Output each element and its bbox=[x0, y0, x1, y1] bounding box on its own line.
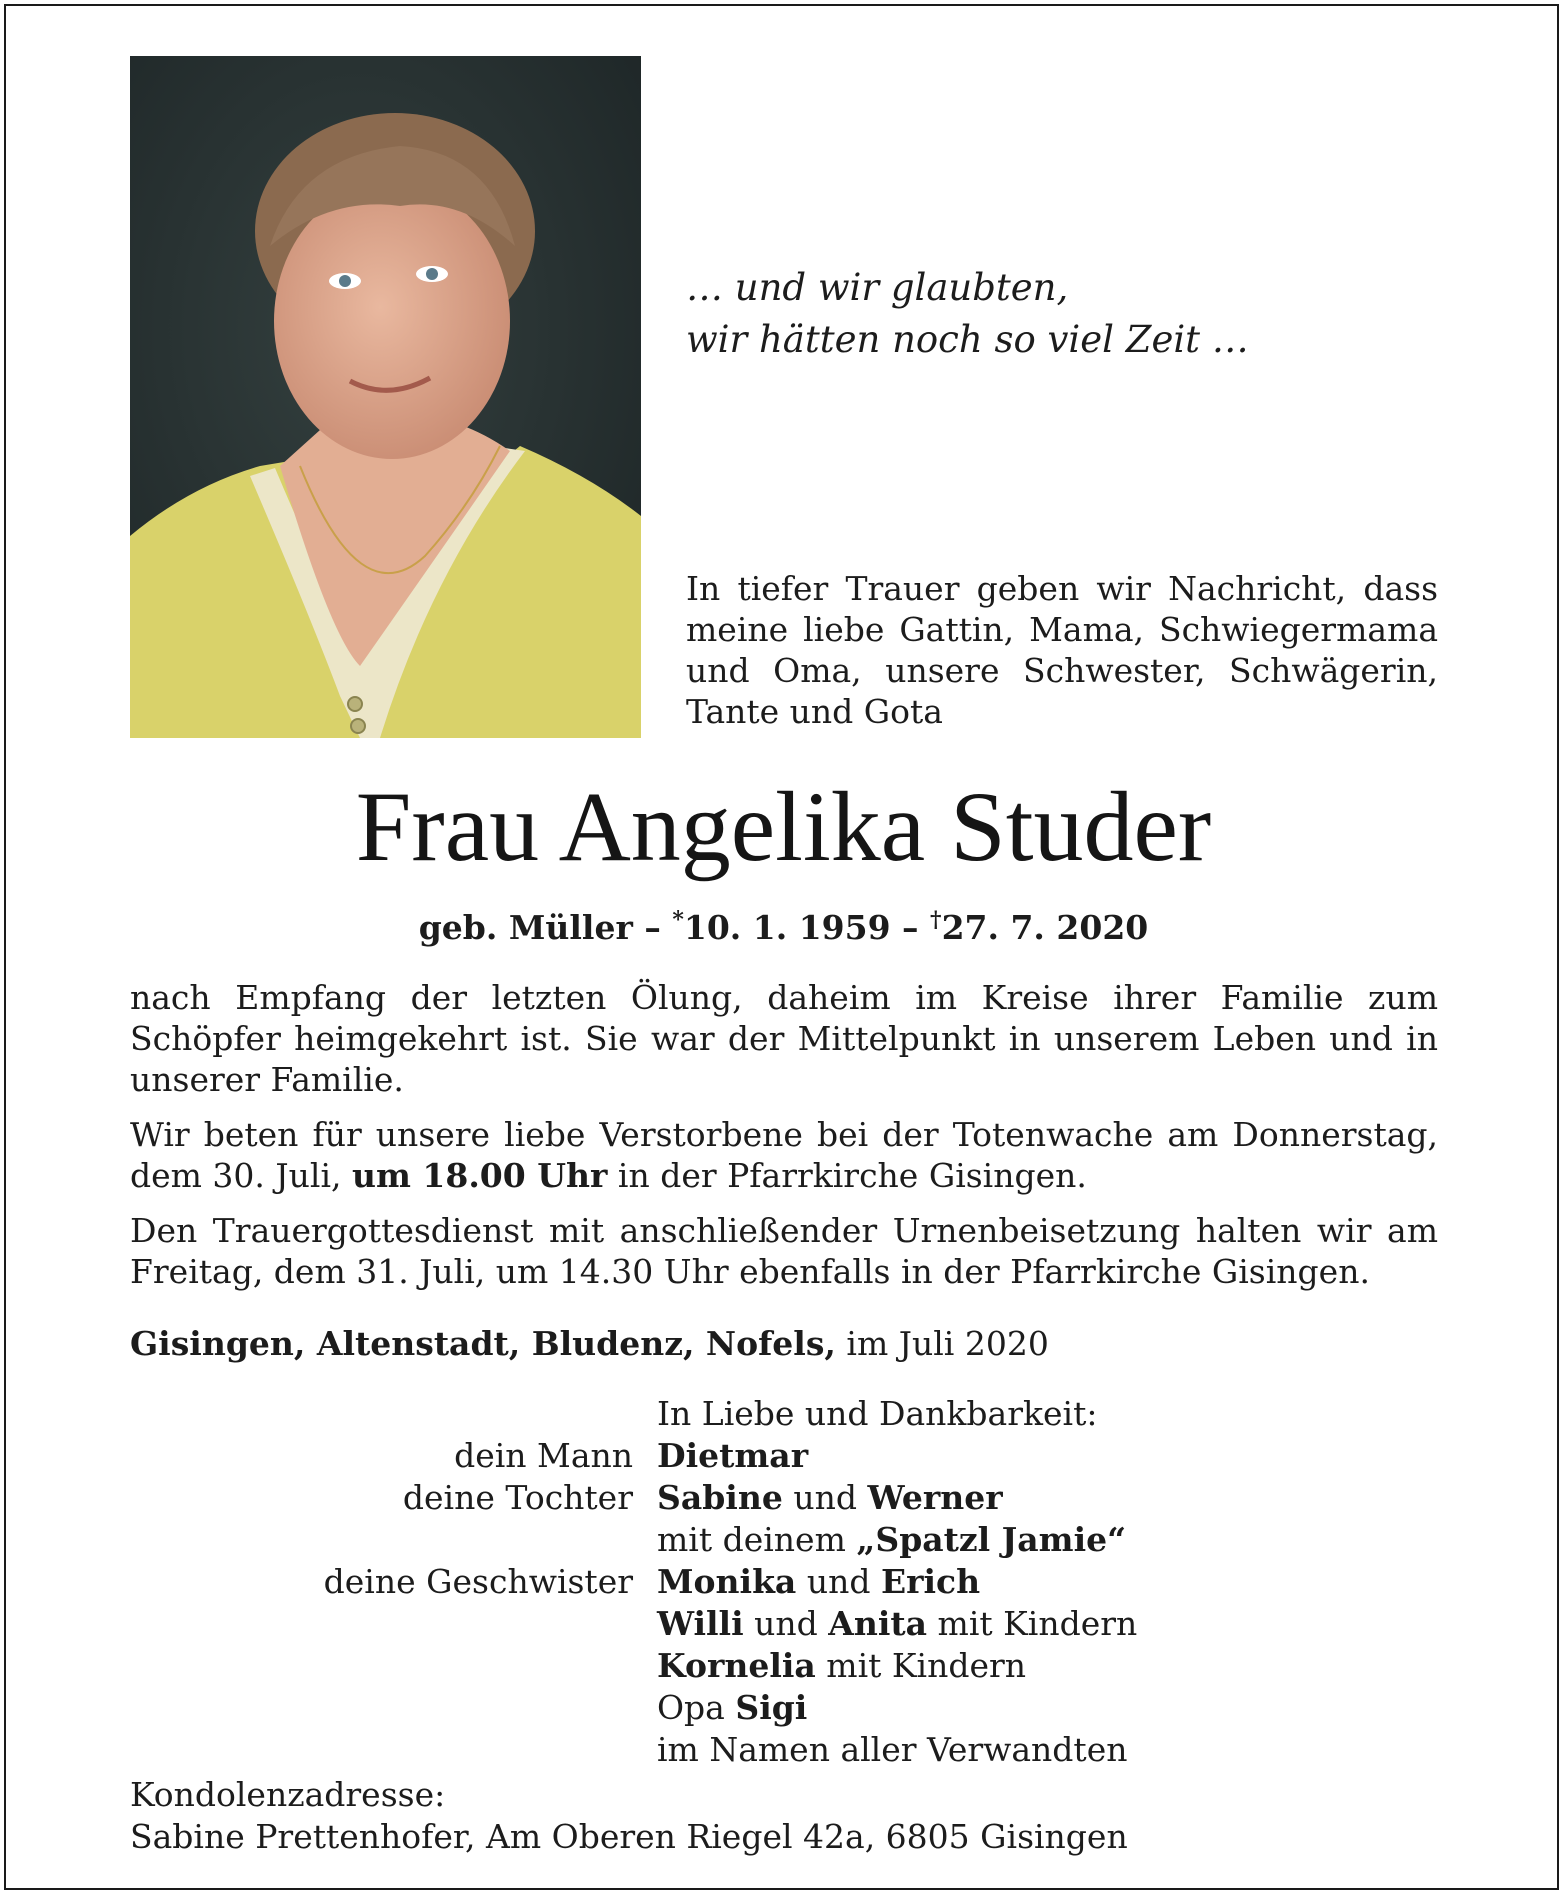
signer-connector: mit Kindern bbox=[826, 1646, 1027, 1685]
signers-closing: im Namen aller Verwandten bbox=[657, 1730, 1128, 1769]
signer-connector: mit deinem bbox=[657, 1520, 846, 1559]
signer-role: deine Tochter bbox=[402, 1478, 633, 1517]
signer-row bbox=[130, 1729, 1438, 1771]
signer-name: Werner bbox=[867, 1478, 1003, 1517]
birth-symbol: * bbox=[672, 907, 684, 933]
condolence-address-line: Sabine Prettenhofer, Am Oberen Riegel 42a, 6805 Gisingen bbox=[130, 1817, 1128, 1856]
life-dates bbox=[0, 898, 1567, 950]
signer-name: Dietmar bbox=[657, 1436, 809, 1475]
wake-location: in der Pfarrkirche Gisingen. bbox=[617, 1156, 1087, 1195]
signer-connector: Opa bbox=[657, 1688, 725, 1727]
signer-connector: mit Kindern bbox=[937, 1604, 1138, 1643]
signer-name: Kornelia bbox=[657, 1646, 816, 1685]
motto-quote bbox=[686, 262, 1386, 366]
condolence-address bbox=[130, 1774, 1128, 1858]
signer-role: deine Geschwister bbox=[323, 1562, 633, 1601]
signer-name: Sigi bbox=[735, 1688, 808, 1727]
signer-row bbox=[130, 1603, 1438, 1645]
death-symbol: † bbox=[930, 907, 942, 933]
intro-text: In tiefer Trauer geben wir Nachricht, dass meine liebe Gattin, Mama, Schwiegermama und Oma, unsere Schwester, Schwägerin, Tante und Gota bbox=[686, 569, 1438, 731]
condolence-label: Kondolenzadresse: bbox=[130, 1775, 446, 1814]
maiden-name: geb. Müller bbox=[418, 908, 633, 947]
signer-name: Erich bbox=[880, 1562, 981, 1601]
death-date: 27. 7. 2020 bbox=[941, 908, 1149, 947]
signer-role: dein Mann bbox=[454, 1436, 633, 1475]
notice-date: im Juli 2020 bbox=[846, 1324, 1049, 1363]
body-paragraph-1: nach Empfang der letzten Ölung, daheim im Kreise ihrer Familie zum Schöpfer heimgekehrt ist. Sie war der Mittelpunkt in unserem Leben und in unserer Familie. bbox=[130, 978, 1438, 1099]
signers-heading: In Liebe und Dankbarkeit: bbox=[657, 1394, 1098, 1433]
wake-text: Wir beten für unsere liebe Verstorbene bei der Totenwache am Donnerstag, dem 30. Juli, bbox=[130, 1115, 1438, 1195]
body-paragraph-3: Den Trauergottesdienst mit anschließender Urnenbeisetzung halten wir am Freitag, dem 31. Juli, um 14.30 Uhr ebenfalls in der Pfarrkirche Gisingen. bbox=[130, 1211, 1438, 1291]
signer-connector: und bbox=[793, 1478, 857, 1517]
deceased-name: Frau Angelika Studer bbox=[355, 771, 1212, 882]
signers-heading-row bbox=[130, 1393, 1438, 1435]
signers-block bbox=[130, 1393, 1438, 1771]
motto-line-2: wir hätten noch so viel Zeit … bbox=[686, 318, 1249, 361]
signer-row bbox=[130, 1561, 1438, 1603]
birth-date: 10. 1. 1959 bbox=[683, 908, 891, 947]
dash-2: – bbox=[902, 908, 919, 947]
signer-name: Willi bbox=[657, 1604, 744, 1643]
signer-row bbox=[130, 1645, 1438, 1687]
portrait-photo bbox=[130, 56, 641, 738]
signer-name: Anita bbox=[828, 1604, 928, 1643]
signer-row bbox=[130, 1687, 1438, 1729]
signer-connector: und bbox=[806, 1562, 871, 1601]
signer-connector: und bbox=[754, 1604, 818, 1643]
body-paragraph-2 bbox=[130, 1114, 1438, 1196]
motto-line-1: … und wir glaubten, bbox=[686, 266, 1069, 309]
place-and-date bbox=[130, 1323, 1049, 1364]
signer-name: „Spatzl Jamie“ bbox=[856, 1520, 1127, 1559]
dash-1: – bbox=[644, 908, 661, 947]
signer-name: Monika bbox=[657, 1562, 797, 1601]
signer-row bbox=[130, 1477, 1438, 1519]
locations: Gisingen, Altenstadt, Bludenz, Nofels, bbox=[130, 1324, 836, 1363]
signer-name: Sabine bbox=[657, 1478, 783, 1517]
signer-row bbox=[130, 1519, 1438, 1561]
wake-time: um 18.00 Uhr bbox=[352, 1156, 608, 1195]
signer-row bbox=[130, 1435, 1438, 1477]
